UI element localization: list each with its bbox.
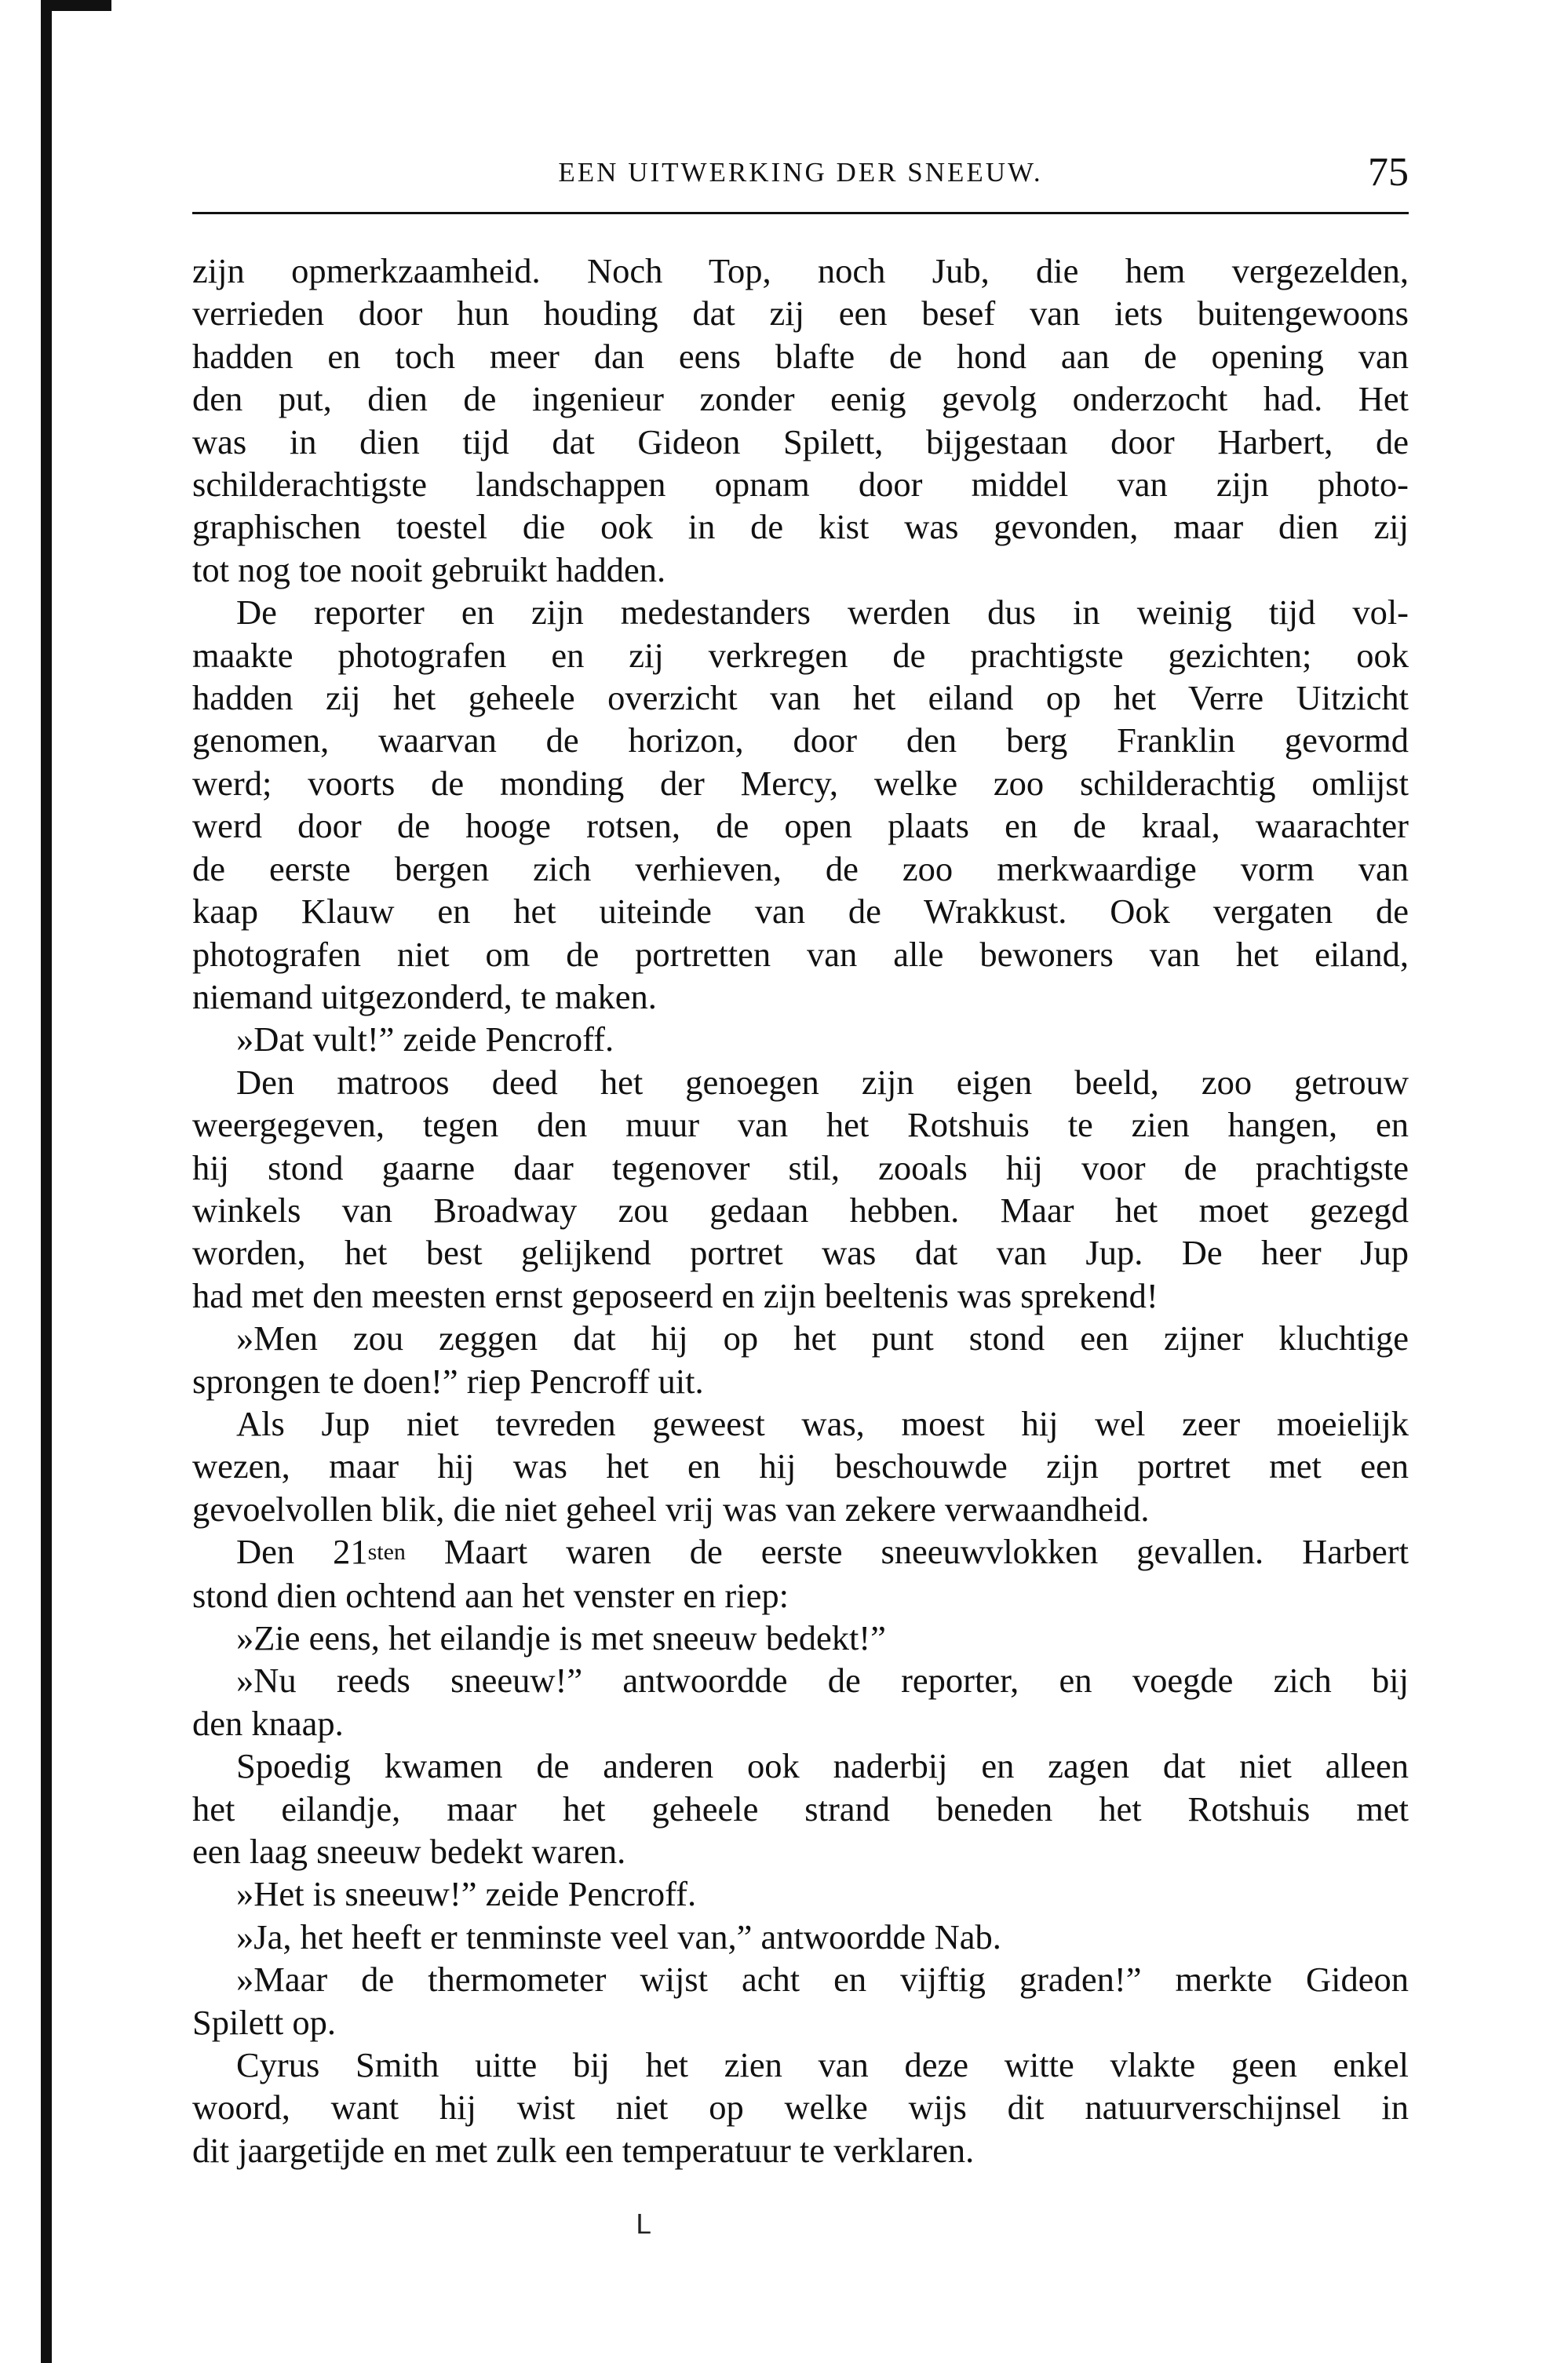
text-line: gevoelvollen blik, die niet geheel vrij was van zekere verwaandheid. — [192, 1489, 1150, 1529]
text-line: hij stond gaarne daar tegenover stil, zooals hij voor de prachtigste — [192, 1147, 1409, 1187]
text-line: dit jaargetijde en met zulk een temperatuur te verklaren. — [192, 2130, 975, 2170]
text-line: hadden zij het geheele overzicht van het eiland op het Verre Uitzicht — [192, 678, 1409, 718]
paragraph — [192, 250, 1409, 591]
text-line: werd door de hooge rotsen, de open plaats en de kraal, waarachter — [192, 806, 1409, 846]
text-line: schilderachtigste landschappen opnam door middel van zijn photo- — [192, 465, 1409, 505]
header-rule — [192, 212, 1409, 214]
paragraph — [192, 1873, 1409, 1915]
signature-mark: ᒪ — [636, 2211, 651, 2240]
paragraph — [192, 1018, 1409, 1060]
text-line: kaap Klauw en het uiteinde van de Wrakkust. Ook vergaten de — [192, 892, 1409, 932]
text-line: Spilett op. — [192, 2002, 336, 2042]
date-text-rest: Maart waren de eerste sneeuwvlokken gevallen. Harbert — [405, 1532, 1409, 1572]
text-line: graphischen toestel die ook in de kist was gevonden, maar dien zij — [192, 507, 1409, 547]
text-line: genomen, waarvan de horizon, door den berg Franklin gevormd — [192, 720, 1409, 760]
page-number: 75 — [1368, 150, 1409, 195]
text-line: stond dien ochtend aan het venster en riep: — [192, 1575, 789, 1615]
text-line — [192, 1530, 1409, 1574]
text-line: photografen niet om de portretten van alle bewoners van het eiland, — [192, 934, 1409, 974]
text-line: »Ja, het heeft er tenminste veel van,” antwoordde Nab. — [236, 1916, 1001, 1956]
scan-edge-hook — [41, 0, 111, 11]
text-line: worden, het best gelijkend portret was dat van Jup. De heer Jup — [192, 1233, 1409, 1273]
paragraph — [192, 1617, 1409, 1659]
paragraph — [192, 1958, 1409, 2044]
text-line: het eilandje, maar het geheele strand beneden het Rotshuis met — [192, 1789, 1409, 1829]
text-line: de eerste bergen zich verhieven, de zoo merkwaardige vorm van — [192, 848, 1409, 888]
text-line: weergegeven, tegen den muur van het Rotshuis te zien hangen, en — [192, 1105, 1409, 1145]
paragraph — [192, 1530, 1409, 1617]
text-line: niemand uitgezonderd, te maken. — [192, 976, 657, 1016]
text-line: werd; voorts de monding der Mercy, welke zoo schilderachtig omlijst — [192, 763, 1409, 803]
text-line: De reporter en zijn medestanders werden dus in weinig tijd vol- — [236, 593, 1409, 633]
text-line: »Zie eens, het eilandje is met sneeuw bedekt!” — [236, 1618, 886, 1657]
paragraph — [192, 1061, 1409, 1317]
text-line: een laag sneeuw bedekt waren. — [192, 1832, 626, 1872]
text-line: Als Jup niet tevreden geweest was, moest hij wel zeer moeielijk — [236, 1403, 1409, 1443]
text-line: winkels van Broadway zou gedaan hebben. Maar het moet gezegd — [192, 1190, 1409, 1230]
ordinal-superscript: sten — [367, 1539, 406, 1566]
text-body — [192, 250, 1409, 2172]
text-line: maakte photografen en zij verkregen de prachtigste gezichten; ook — [192, 635, 1409, 675]
text-line: »Het is sneeuw!” zeide Pencroff. — [236, 1874, 697, 1914]
text-line: den put, dien de ingenieur zonder eenig gevolg onderzocht had. Het — [192, 379, 1409, 419]
paragraph — [192, 1745, 1409, 1873]
text-line: tot nog toe nooit gebruikt hadden. — [192, 549, 666, 589]
scan-edge-bar — [41, 0, 52, 2363]
text-line: Den matroos deed het genoegen zijn eigen beeld, zoo getrouw — [236, 1062, 1409, 1102]
text-line: wezen, maar hij was het en hij beschouwde zijn portret met een — [192, 1446, 1409, 1486]
paragraph — [192, 1916, 1409, 1958]
date-text: Den 21 — [236, 1532, 368, 1572]
paragraph — [192, 1317, 1409, 1402]
text-line: zijn opmerkzaamheid. Noch Top, noch Jub, die hem vergezelden, — [192, 251, 1409, 290]
text-line: woord, want hij wist niet op welke wijs dit natuurverschijnsel in — [192, 2088, 1409, 2128]
text-line: »Nu reeds sneeuw!” antwoordde de reporter, en voegde zich bij — [236, 1661, 1409, 1701]
text-line: Spoedig kwamen de anderen ook naderbij en zagen dat niet alleen — [236, 1746, 1409, 1786]
text-line: »Maar de thermometer wijst acht en vijftig graden!” merkte Gideon — [236, 1960, 1409, 2000]
text-line: Cyrus Smith uitte bij het zien van deze witte vlakte geen enkel — [236, 2045, 1409, 2085]
page-header — [192, 148, 1409, 202]
text-line: »Men zou zeggen dat hij op het punt stond een zijner kluchtige — [236, 1318, 1409, 1358]
running-title: EEN UITWERKING DER SNEEUW. — [558, 157, 1043, 188]
paragraph — [192, 2044, 1409, 2172]
text-line: was in dien tijd dat Gideon Spilett, bijgestaan door Harbert, de — [192, 421, 1409, 461]
text-line: »Dat vult!” zeide Pencroff. — [236, 1019, 614, 1059]
text-line: sprongen te doen!” riep Pencroff uit. — [192, 1361, 704, 1401]
paragraph — [192, 1659, 1409, 1745]
text-line: verrieden door hun houding dat zij een besef van iets buitengewoons — [192, 294, 1409, 334]
text-line: den knaap. — [192, 1703, 344, 1743]
paragraph — [192, 1402, 1409, 1530]
text-line: hadden en toch meer dan eens blafte de hond aan de opening van — [192, 336, 1409, 376]
paragraph — [192, 591, 1409, 1018]
text-line: had met den meesten ernst geposeerd en zijn beeltenis was sprekend! — [192, 1275, 1158, 1315]
